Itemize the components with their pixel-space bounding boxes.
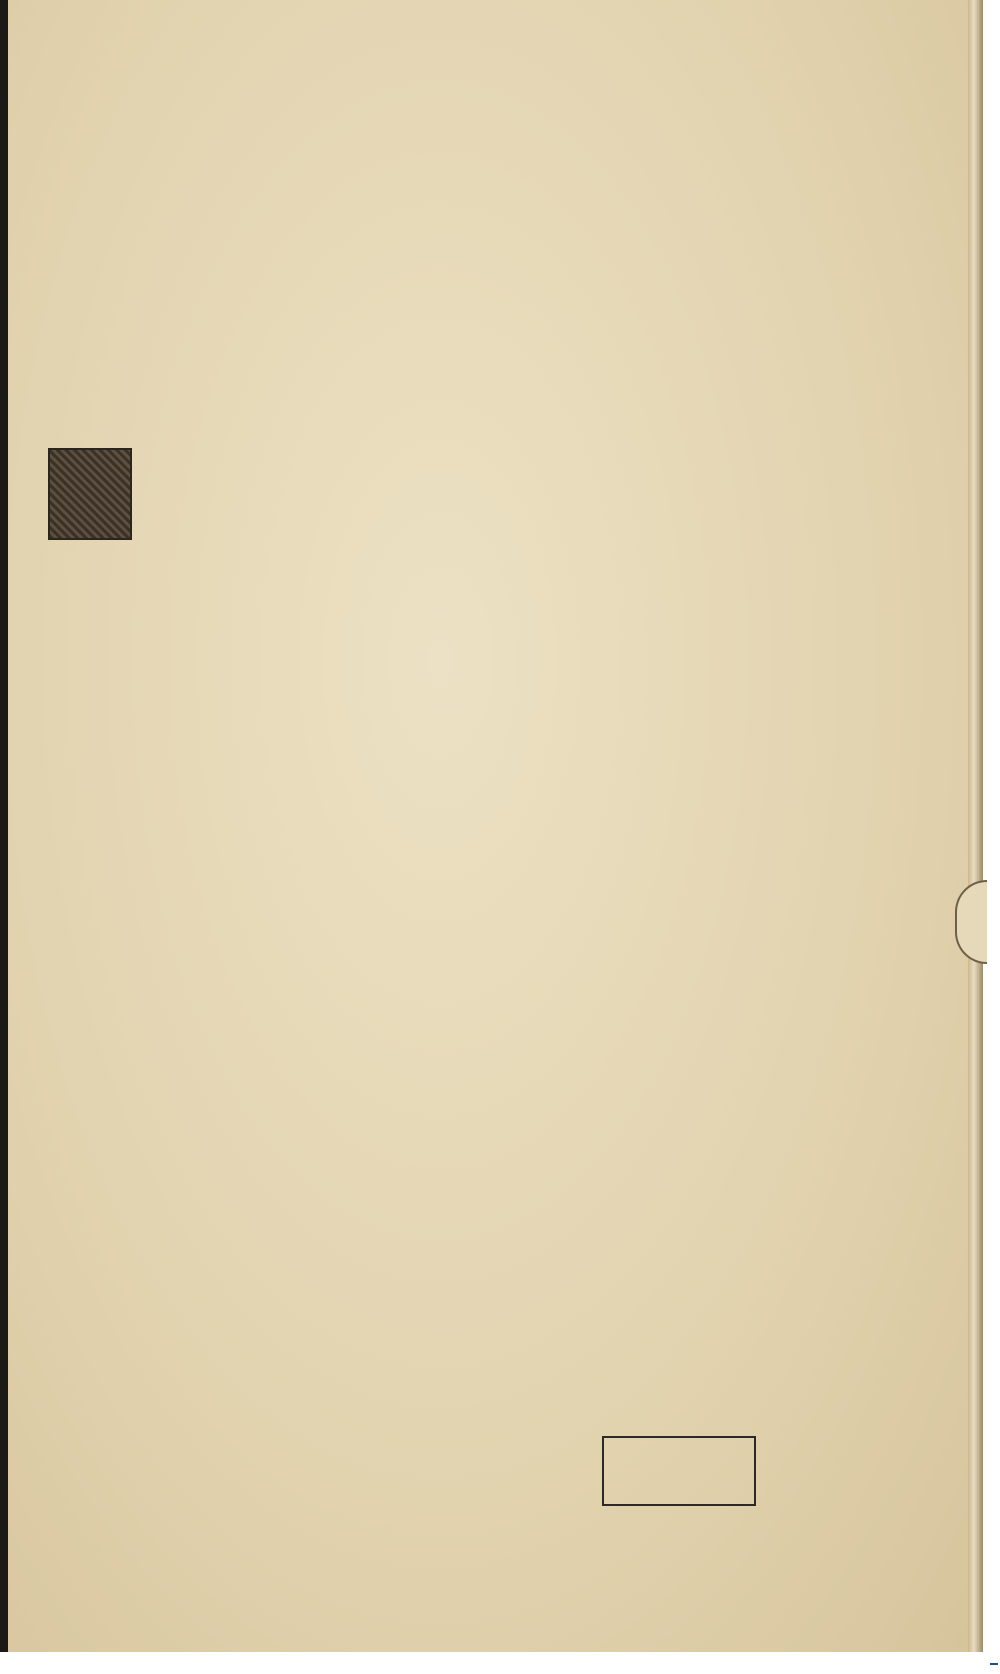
- decorated-initial: [48, 448, 132, 540]
- page-edge: [968, 0, 983, 1652]
- digitization-footer: [986, 1656, 998, 1672]
- library-stamp: [602, 1436, 756, 1506]
- book-page: [8, 0, 968, 1652]
- dfg-logo: [990, 1663, 998, 1665]
